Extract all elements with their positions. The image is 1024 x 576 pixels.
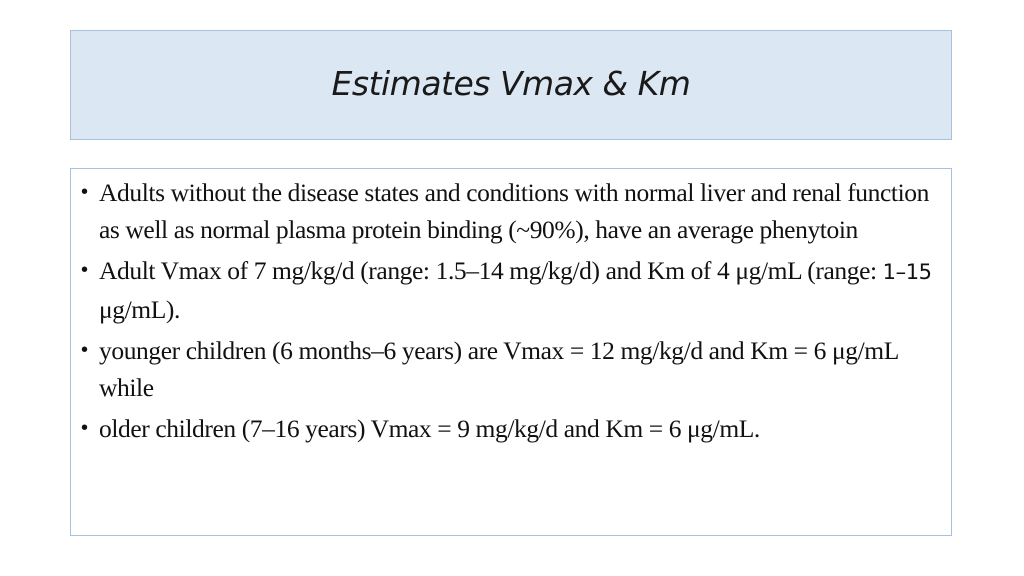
bullet-dot-icon: •: [81, 339, 88, 361]
bullet-item-older-children: [79, 410, 941, 447]
title-box: [70, 30, 952, 140]
bullet-dot-icon: •: [81, 417, 88, 439]
bullet-list: [71, 169, 951, 447]
bullet-text: older children (7–16 years) Vmax = 9 mg/kg/d and Km = 6 μg/mL.: [99, 414, 760, 443]
bullet-text-part-c: μg/mL).: [99, 295, 180, 324]
content-box: [70, 168, 952, 536]
bullet-item-younger-children: [79, 332, 941, 406]
bullet-dot-icon: •: [81, 181, 88, 203]
bullet-text: younger children (6 months–6 years) are Vmax = 12 mg/kg/d and Km = 6 μg/mL while: [99, 336, 898, 402]
bullet-text-part-a: Adult Vmax of 7 mg/kg/d (range: 1.5–14 mg/kg/d) and Km of 4 μg/mL (range:: [99, 256, 883, 285]
bullet-item-adult-vmax: [79, 252, 941, 328]
slide-title: Estimates Vmax & Km: [331, 63, 691, 103]
bullet-item-adults: [79, 174, 941, 248]
bullet-dot-icon: •: [81, 259, 88, 281]
bullet-text: Adults without the disease states and conditions with normal liver and renal function as well as normal plasma protein binding (~90%), have an average phenytoin: [99, 178, 929, 244]
bullet-text-part-b: 1–15: [882, 260, 932, 284]
